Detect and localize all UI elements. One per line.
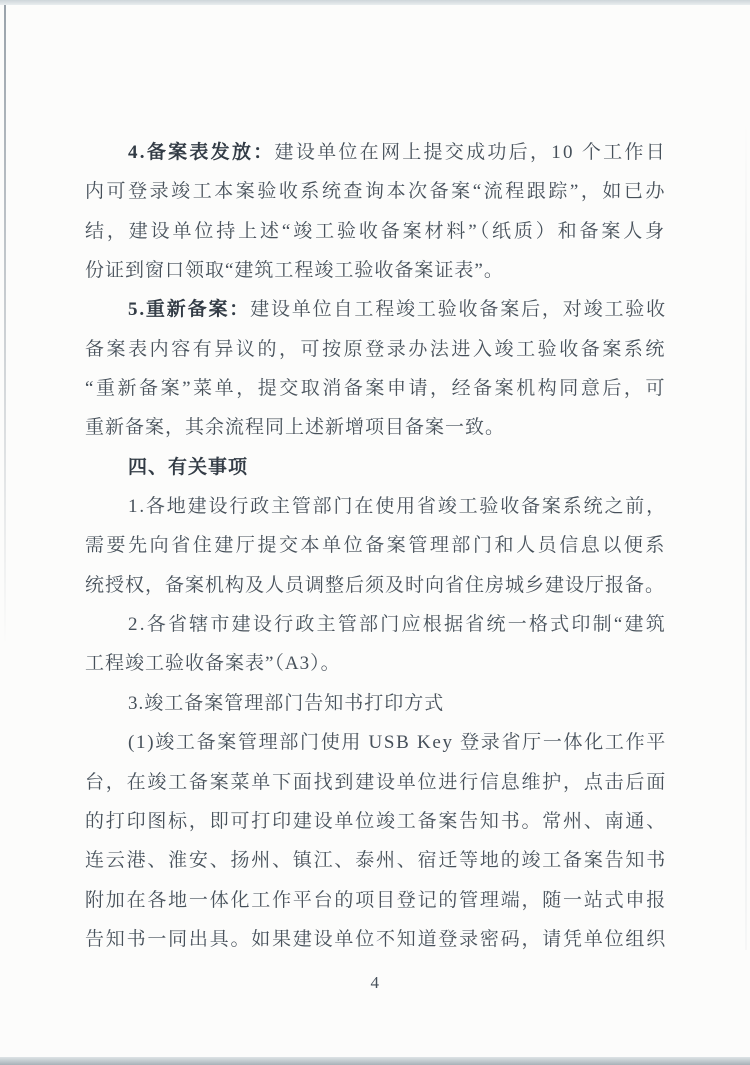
scan-right-edge (745, 120, 747, 950)
text-line (85, 763, 667, 802)
text-segment: 3.竣工备案管理部门告知书打印方式 (128, 692, 445, 714)
text-segment: 告知书一同出具。如果建设单位不知道登录密码，请凭单位组织 (85, 928, 667, 950)
text-segment: 内可登录竣工本案验收系统查询本次备案“流程跟踪”，如已办 (85, 181, 667, 203)
text-line (85, 605, 667, 644)
scan-top-edge (0, 0, 750, 5)
bold-text-segment: 四、有关事项 (128, 456, 249, 478)
text-segment: 备案表内容有异议的，可按原登录办法进入竣工验收备案系统 (85, 338, 667, 360)
bold-text-segment: 4.备案表发放： (128, 142, 275, 163)
text-segment: 重新备案，其余流程同上述新增项目备案一致。 (85, 417, 506, 439)
text-line (85, 802, 667, 841)
text-segment: “重新备案”菜单，提交取消备案申请，经备案机构同意后，可 (85, 378, 667, 400)
text-segment: (1)竣工备案管理部门使用 USB Key 登录省厅一体化工作平 (128, 732, 667, 754)
text-line (85, 408, 667, 447)
text-line (85, 684, 667, 723)
text-segment: 的打印图标，即可打印建设单位竣工备案告知书。常州、南通、 (85, 810, 667, 832)
text-line (85, 920, 667, 959)
text-segment: 份证到窗口领取“建筑工程竣工验收备案证表”。 (85, 260, 504, 282)
text-segment: 1.各地建设行政主管部门在使用省竣工验收备案系统之前， (128, 496, 667, 518)
text-line (85, 133, 667, 172)
page-number: 4 (370, 973, 380, 992)
text-segment: 工程竣工验收备案表”（A3）。 (85, 653, 341, 675)
text-line (85, 566, 667, 605)
text-segment: 连云港、淮安、扬州、镇江、泰州、宿迁等地的竣工备案告知书 (85, 850, 667, 872)
text-line (85, 487, 667, 526)
text-line (85, 526, 667, 565)
text-line (85, 841, 667, 880)
text-line (85, 251, 667, 290)
scan-left-edge (4, 5, 6, 645)
text-line (85, 644, 667, 683)
scan-bottom-edge (0, 1057, 750, 1065)
document-body (85, 133, 667, 959)
text-line (85, 448, 667, 487)
text-line (85, 172, 667, 211)
text-line (85, 723, 667, 762)
text-line (85, 369, 667, 408)
text-line (85, 290, 667, 329)
text-segment: 建设单位在网上提交成功后，10 个工作日 (274, 142, 667, 163)
text-segment: 结，建设单位持上述“竣工验收备案材料”（纸质）和备案人身 (85, 220, 667, 242)
text-segment: 需要先向省住建厅提交本单位备案管理部门和人员信息以便系 (85, 535, 667, 557)
text-line (85, 212, 667, 251)
text-segment: 台，在竣工备案菜单下面找到建设单位进行信息维护，点击后面 (85, 771, 667, 793)
text-segment: 建设单位自工程竣工验收备案后，对竣工验收 (250, 299, 667, 321)
text-line (85, 330, 667, 369)
text-segment: 2.各省辖市建设行政主管部门应根据省统一格式印制“建筑 (128, 614, 667, 636)
text-segment: 附加在各地一体化工作平台的项目登记的管理端，随一站式申报 (85, 889, 667, 911)
bold-text-segment: 5.重新备案： (128, 299, 251, 321)
text-segment: 统授权，备案机构及人员调整后须及时向省住房城乡建设厅报备。 (85, 574, 666, 596)
text-line (85, 881, 667, 920)
